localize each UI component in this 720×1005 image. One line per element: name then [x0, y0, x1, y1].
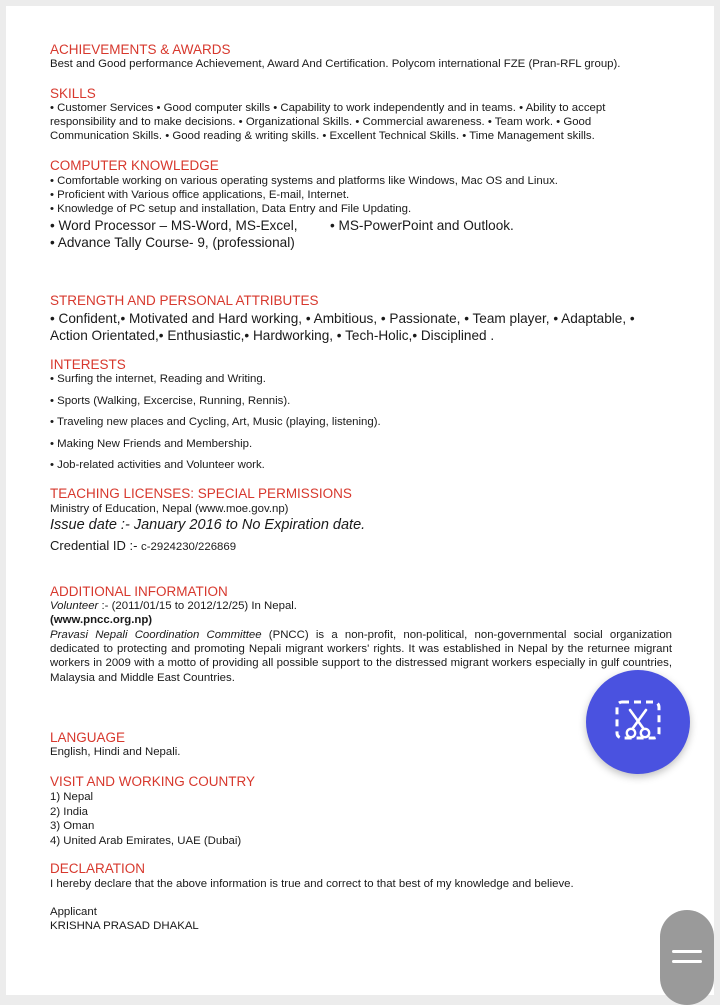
interests-heading: INTERESTS: [50, 357, 126, 372]
achievements-heading: ACHIEVEMENTS & AWARDS: [50, 42, 231, 57]
word-processor-line: • Word Processor – MS-Word, MS-Excel,: [50, 218, 298, 233]
interest-item: • Surfing the internet, Reading and Writing.: [50, 373, 266, 385]
issue-date: Issue date :- January 2016 to No Expiration date.: [50, 517, 366, 533]
declaration-heading: DECLARATION: [50, 861, 146, 876]
country-item: 3) Oman: [50, 820, 95, 832]
computer-line: • Comfortable working on various operating systems and platforms like Windows, Mac OS and Linux.: [50, 175, 558, 187]
document-page: [6, 6, 714, 995]
strength-line: Action Orientated,• Enthusiastic,• Hardworking, • Tech-Holic,• Disciplined .: [50, 328, 495, 343]
country-item: 2) India: [50, 806, 88, 818]
computer-heading: COMPUTER KNOWLEDGE: [50, 158, 219, 173]
ministry-text: Ministry of Education, Nepal (www.moe.gov.np): [50, 503, 289, 515]
interest-item: • Sports (Walking, Excercise, Running, Rennis).: [50, 395, 291, 407]
screenshot-button[interactable]: [586, 670, 690, 774]
computer-line: • Knowledge of PC setup and installation, Data Entry and File Updating.: [50, 203, 412, 215]
skills-line: Communication Skills. • Good reading & writing skills. • Excellent Technical Skills. • Time Management skills.: [50, 130, 595, 142]
pncc-paragraph: [50, 628, 672, 685]
volunteer-label: Volunteer: [50, 600, 99, 612]
credential-value: c-2924230/226869: [141, 541, 237, 553]
pncc-website: (www.pncc.org.np): [50, 614, 153, 626]
volunteer-text: :- (2011/01/15 to 2012/12/25) In Nepal.: [98, 600, 297, 612]
countries-heading: VISIT AND WORKING COUNTRY: [50, 774, 256, 789]
skills-heading: SKILLS: [50, 86, 96, 101]
side-menu-handle[interactable]: [660, 910, 714, 1005]
volunteer-line: [50, 600, 297, 612]
teaching-heading: TEACHING LICENSES: SPECIAL PERMISSIONS: [50, 486, 352, 501]
interest-item: • Job-related activities and Volunteer work.: [50, 459, 265, 471]
interest-item: • Making New Friends and Membership.: [50, 438, 253, 450]
skills-line: responsibility and to make decisions. • Organizational Skills. • Commercial awareness. • Team work. • Good: [50, 116, 592, 128]
interest-item: • Traveling new places and Cycling, Art, Music (playing, listening).: [50, 416, 381, 428]
screenshot-scissors-icon: [613, 698, 663, 746]
skills-line: • Customer Services • Good computer skills • Capability to work independently and in teams. • Ability to accept: [50, 102, 606, 114]
pncc-org-name: Pravasi Nepali Coordination Committee: [50, 629, 262, 641]
language-text: English, Hindi and Nepali.: [50, 746, 181, 758]
country-item: 1) Nepal: [50, 791, 94, 803]
powerpoint-line: • MS-PowerPoint and Outlook.: [330, 218, 514, 233]
language-heading: LANGUAGE: [50, 730, 126, 745]
applicant-name: KRISHNA PRASAD DHAKAL: [50, 920, 199, 932]
achievements-text: Best and Good performance Achievement, Award And Certification. Polycom international FZE (Pran-RFL group).: [50, 58, 621, 70]
credential-line: [50, 538, 236, 553]
country-item: 4) United Arab Emirates, UAE (Dubai): [50, 835, 242, 847]
tally-line: • Advance Tally Course- 9, (professional): [50, 235, 295, 250]
declaration-text: I hereby declare that the above information is true and correct to that best of my knowledge and believe.: [50, 878, 574, 890]
additional-heading: ADDITIONAL INFORMATION: [50, 584, 228, 599]
computer-line: • Proficient with Various office applications, E-mail, Internet.: [50, 189, 350, 201]
credential-label: Credential ID :-: [50, 538, 142, 553]
strength-line: • Confident,• Motivated and Hard working, • Ambitious, • Passionate, • Team player, • Adaptable, •: [50, 311, 635, 326]
applicant-label: Applicant: [50, 906, 97, 918]
pncc-description: (PNCC) is a non-profit, non-political, non-governmental social organization dedicated to protecting and promoting Nepali migrant workers' rights. It was established in Nepal by the returnee migrant workers in 2009 with a motto of providing all possible support to the distressed migrant workers especially in gulf countries, Malaysia and Middle East Countries.: [50, 629, 672, 684]
strength-heading: STRENGTH AND PERSONAL ATTRIBUTES: [50, 293, 319, 308]
